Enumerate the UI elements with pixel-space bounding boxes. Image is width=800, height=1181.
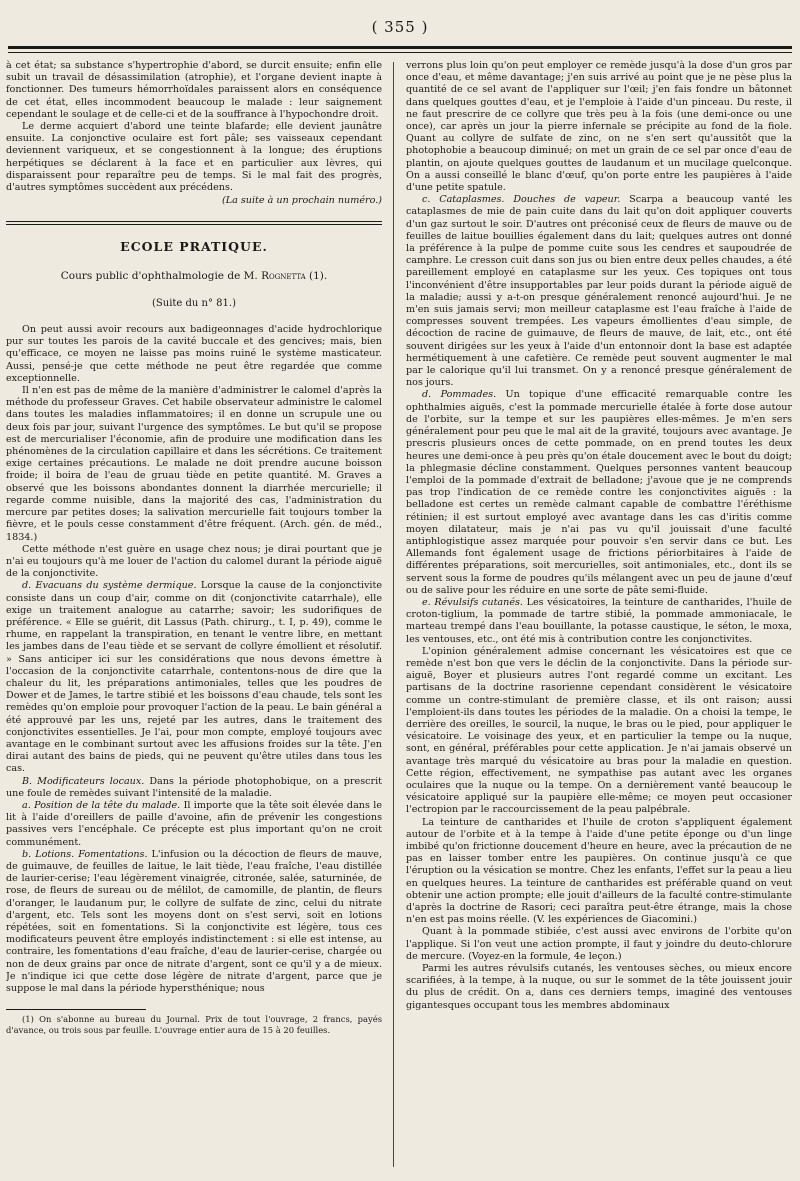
paragraph xyxy=(406,597,792,646)
author-name: Rognetta xyxy=(261,269,306,282)
paragraph xyxy=(406,194,792,389)
paragraph-text: Lorsque la cause de la conjonctivite consiste dans un coup d'air, comme on dit (conjonctivite catarrhale), elle exige un traitement analogue au catarrhe; savoir; les sudorifiques de préférence. « Elle se guérit, dit Lassus (Path. chirurg., t. I, p. 49), comme le rhume, en rappelant la transpiration, en tenant le ventre libre, en mettant les jambes dans de l'eau tiède et se servant de collyre émollient et résolutif. » Sans anticiper ici sur les considérations que nous devons émettre à l'occasion de la conjonctivite catarrhale, contentons-nous de dire que la chaleur du lit, les préparations antimoniales, telles que les poudres de Dower et de James, le tartre stibié et les boissons d'eau chaude, tels sont les remèdes qu'on emploie pour provoquer l'action de la peau. Le bain général a été approuvé par les uns, rejeté par les autres, dans le traitement des conjonctivites essentielles. Je l'ai, pour mon compte, employé toujours avec avantage en le combinant surtout avec les affusions froides sur la tête. J'en dirai autant des bains de pieds, qui ne peuvent qu'être utiles dans tous les cas. xyxy=(6,580,382,775)
paragraph-text: Un topique d'une efficacité remarquable contre les ophthalmies aiguës, c'est la pommade mercurielle étalée à forte dose autour de l'orbite, sur la tempe et sur les paupières elles-mêmes. Je m'en sers généralement pour peu que le mal ait de la gravité, toujours avec avantage. Je prescris plusieurs onces de cette pommade, on en prend toutes les deux heures une demi-once à peu près qu'on étale doucement avec le bout du doigt; la phlegmasie décline constamment. Quelques personnes vantent beaucoup l'emploi de la pommade d'extrait de belladone; j'avoue que je ne comprends pas trop l'indication de ce remède contre les conjonctivites aiguës : la belladone est certes un remède calmant capable de combattre l'éréthisme rétinien; il est surtout employé avec avantage dans les cas d'iritis comme moyen dilatateur, mais je n'ai pas vu qu'il jouissait d'une faculté antiphlogistique assez marquée pour pouvoir s'en servir dans ce but. Les Allemands font également usage de frictions périorbitaires à l'aide de différentes préparations, soit mercurielles, soit antimoniales, etc., dont ils se servent sous la forme de poudres qu'ils mélangent avec un peu de jaune d'œuf ou de salive pour les réduire en une sorte de pâte semi-fluide. xyxy=(406,389,792,596)
column-divider xyxy=(393,62,394,1167)
header-rule-thick xyxy=(8,46,792,49)
paragraph-heading: a. Position de la tête du malade. xyxy=(22,799,181,811)
footnote-rule xyxy=(6,1009,146,1010)
page-number: ( 355 ) xyxy=(371,18,429,36)
paragraph: On peut aussi avoir recours aux badigeonnages d'acide hydrochlorique pur sur toutes les parois de la cavité buccale et des gencives; mais, bien qu'efficace, ce moyen ne laisse pas moins ruiné le système masticateur. Aussi, pensé-je que cette méthode ne peut être regardée que comme exceptionnelle. xyxy=(6,324,382,384)
paragraph xyxy=(6,580,382,775)
page-header xyxy=(0,18,800,58)
footnote: (1) On s'abonne au bureau du Journal. Prix de tout l'ouvrage, 2 francs, payés d'avance, ou trois sous par feuille. L'ouvrage entier aura de 15 à 20 feuilles. xyxy=(6,1014,382,1035)
paragraph: à cet état; sa substance s'hypertrophie d'abord, se durcit ensuite; enfin elle subit un travail de désassimilation (atrophie), et l'organe devient inapte à fonctionner. Des tumeurs hémorrhoïdales paraissent alors en conséquence de cet état, elles incommodent beaucoup le malade : leur saignement cependant le soulage et de celle-ci et de la souffrance à l'hypochondre droit. xyxy=(6,60,382,120)
right-column xyxy=(406,60,792,1170)
section-separator xyxy=(6,224,382,225)
left-column xyxy=(6,60,382,1170)
section-subtitle xyxy=(6,270,382,282)
paragraph-heading: d. Evacuans du système dermique. xyxy=(22,580,197,592)
paragraph-heading: c. Cataplasmes. Douches de vapeur. xyxy=(422,194,621,206)
paragraph: Cette méthode n'est guère en usage chez nous; je dirai pourtant que je n'ai eu toujours qu'à me louer de l'action du calomel durant la période aiguë de la conjonctivite. xyxy=(6,543,382,580)
subtitle-text: Cours public d'ophthalmologie de M. xyxy=(60,269,262,282)
paragraph-heading: B. Modificateurs locaux. xyxy=(22,775,145,787)
paragraph: verrons plus loin qu'on peut employer ce remède jusqu'à la dose d'un gros par once d'eau, et même davantage; j'en suis arrivé au point que je ne pèse plus la quantité de ce sel avant de l'appliquer sur l'œil; j'en fais fondre un bâtonnet dans quelques gouttes d'eau, et je l'emploie à l'aide d'un pinceau. Du reste, il ne faut prescrire de ce collyre que très peu à la fois (une demi-once ou une once), car après un jour la pierre infernale se précipite au fond de la fiole. Quant au collyre de sulfate de zinc, on ne s'en sert qu'aussitôt que la photophobie a beaucoup diminué; on met un grain de ce sel par once d'eau de plantin, on ajoute quelques gouttes de laudanum et un mucilage quelconque. On a aussi conseillé le blanc d'œuf, qu'on porte entre les paupières à l'aide d'une petite spatule. xyxy=(406,60,792,194)
paragraph: Quant à la pommade stibiée, c'est aussi avec environs de l'orbite qu'on l'applique. Si l'on veut une action prompte, il faut y joindre du deuto-chlorure de mercure. (Voyez-en la formule, 4e leçon.) xyxy=(406,926,792,962)
paragraph xyxy=(6,849,382,995)
paragraph-text: Scarpa a beaucoup vanté les cataplasmes de mie de pain cuite dans du lait qu'on doit appliquer couverts d'un gaz surtout le soir. D'autres ont préconisé ceux de fleurs de mauve ou de feuilles de laitue bouillies également dans du lait; quelques autres ont donné la préférence à la pulpe de pomme cuite sous les cendres et saupoudrée de camphre. Le cresson cuit dans son jus ou bien entre deux pelles chaudes, a été pareillement employé en cataplasme sur les yeux. Ces topiques ont tous l'inconvénient d'être insupportables par leur poids durant la période aiguë de la maladie; aussi y a-t-on presque généralement renoncé aujourd'hui. Je ne m'en suis jamais servi; mon meilleur cataplasme est l'eau fraîche à l'aide de compresses souvent trempées. Les vapeurs émollientes d'eau simple, de décoction de racine de guimauve, de fleurs de mauve, de lait, etc., ont été souvent dirigées sur les yeux à l'aide d'un entonnoir dont la base est adaptée hermétiquement à une cafetière. Ce remède peut souvent augmenter le mal par le calorique qu'il lui transmet. On y a renoncé presque généralement de nos jours. xyxy=(406,194,792,389)
paragraph: Il n'en est pas de même de la manière d'administrer le calomel d'après la méthode du professeur Graves. Cet habile observateur administre le calomel dans toutes les maladies inflammatoires; il en donne un scrupule une ou deux fois par jour, suivant l'urgence des symptômes. Le but qu'il se propose est de mercurialiser l'économie, afin de produire une modification dans les phénomènes de la circulation capillaire et dans les sécrétions. Ce traitement exige certaines précautions. Le malade ne doit prendre aucune boisson froide; il boira de l'eau de gruau tiède en petite quantité. M. Graves a observé que les boissons abondantes donnent la diarrhée mercurielle; il regarde comme nuisible, dans la majorité des cas, l'administration du mercure par petites doses; la salivation mercurielle fait toujours tomber la fièvre, et le pouls cesse constamment d'être fréquent. (Arch. gén. de méd., 1834.) xyxy=(6,385,382,543)
paragraph-heading: b. Lotions. Fomentations. xyxy=(22,848,148,860)
paragraph: Le derme acquiert d'abord une teinte blafarde; elle devient jaunâtre ensuite. La conjonctive oculaire est fort pâle; ses vaisseaux cependant deviennent variqueux, et se congestionnent à la longue; des éruptions herpétiques se déclarent à la face et en particulier aux lèvres, qui disparaissent pour reparaître peu de temps. Si le mal fait des progrès, d'autres symptômes succèdent aux précédens. xyxy=(6,121,382,194)
header-rule-thin xyxy=(8,52,792,53)
paragraph-text: Dans la période photophobique, on a prescrit une foule de remèdes suivant l'intensité de la maladie. xyxy=(6,775,382,799)
paragraph xyxy=(406,389,792,596)
continuation-note: (La suite à un prochain numéro.) xyxy=(221,195,382,207)
paragraph xyxy=(6,800,382,849)
paragraph: L'opinion généralement admise concernant les vésicatoires est que ce remède n'est bon que vers le déclin de la conjonctivite. Dans la période sur-aiguë, Boyer et plusieurs autres l'ont regardé comme un excitant. Les partisans de la doctrine rasorienne cependant considèrent le vésicatoire comme un contre-stimulant de première classe, et ils ont raison; aussi l'emploient-ils dans toutes les périodes de la maladie. On a choisi la tempe, le derrière des oreilles, le sourcil, la nuque, le bras ou le pied, pour appliquer le vésicatoire. Le voisinage des yeux, et en particulier la tempe ou la nuque, sont, en général, préférables pour cette application. Je n'ai jamais observé un avantage très marqué du vésicatoire au bras pour la maladie en question. Cette région, effectivement, ne sympathise pas autant avec les organes oculaires que la nuque ou la tempe. On a dernièrement vanté beaucoup le vésicatoire appliqué sur la paupière elle-même; ce moyen peut occasioner l'ectropion par le raccourcissement de la peau palpébrale. xyxy=(406,645,792,816)
paragraph: La teinture de cantharides et l'huile de croton s'appliquent également autour de l'orbite et à la tempe à l'aide d'une petite éponge ou d'un linge imbibé qu'on frictionne doucement d'heure en heure, avec la précaution de ne pas en laisser tomber entre les paupières. On continue jusqu'à ce que l'éruption ou la vésication se montre. Chez les enfants, l'effet sur la peau a lieu en quelques heures. La teinture de cantharides est préférable quand on veut obtenir une action prompte; elle jouit d'ailleurs de la faculté contre-stimulante d'après la doctrine de Rasori; ceci paraîtra peut-être étrange, mais la chose n'en est pas moins réelle. (V. les expériences de Giacomini.) xyxy=(406,816,792,926)
paragraph-text: Les vésicatoires, la teinture de cantharides, l'huile de croton-tiglium, la pommade de tartre stibié, la pommade ammoniacale, le marteau trempé dans l'eau bouillante, la potasse caustique, le séton, le moxa, les ventouses, etc., ont été mis à contribution contre les conjonctivites. xyxy=(406,596,792,645)
paragraph-heading: e. Révulsifs cutanés. xyxy=(422,596,523,608)
footnote-ref: (1). xyxy=(305,269,328,282)
section-title: ECOLE PRATIQUE. xyxy=(120,239,268,255)
paragraph xyxy=(6,776,382,800)
paragraph-text: L'infusion ou la décoction de fleurs de mauve, de guimauve, de feuilles de laitue, le lait tiède, l'eau fraîche, l'eau distillée de laurier-cerise; l'eau légèrement vinaigrée, citronée, salée, saturninée, de rose, de fleurs de sureau ou de mélilot, de camomille, de plantin, de fleurs d'oranger, le laudanum pur, le collyre de sulfate de zinc, celui du nitrate d'argent, etc. Tels sont les moyens dont on s'est servi, soit en lotions répétées, soit en fomentations. Si la conjonctivite est légère, tous ces modificateurs peuvent être employés indistinctement : si elle est intense, au contraire, les fomentations d'eau fraîche, d'eau de laurier-cerise, chargée ou non de deux grains par once de nitrate d'argent, sont ce qu'il y a de mieux. Je n'indique ici que cette dose légère de nitrate d'argent, parce que je suppose le mal dans la période hypersthénique; nous xyxy=(6,848,382,995)
suite-note: (Suite du n° 81.) xyxy=(152,297,236,309)
paragraph-heading: d. Pommades. xyxy=(422,389,497,401)
paragraph-text: Il importe que la tête soit élevée dans le lit à l'aide d'oreillers de paille d'avoine, afin de prévenir les congestions passives vers l'encéphale. Ce précepte est plus important qu'on ne croit communément. xyxy=(6,799,382,848)
section-separator xyxy=(6,221,382,222)
paragraph: Parmi les autres révulsifs cutanés, les ventouses sèches, ou mieux encore scarifiées, à la tempe, à la nuque, ou sur le sommet de la tête jouissent jouir du plus de crédit. On a, dans ces derniers temps, imaginé des ventouses gigantesques occupant tous les membres abdominaux xyxy=(406,963,792,1011)
